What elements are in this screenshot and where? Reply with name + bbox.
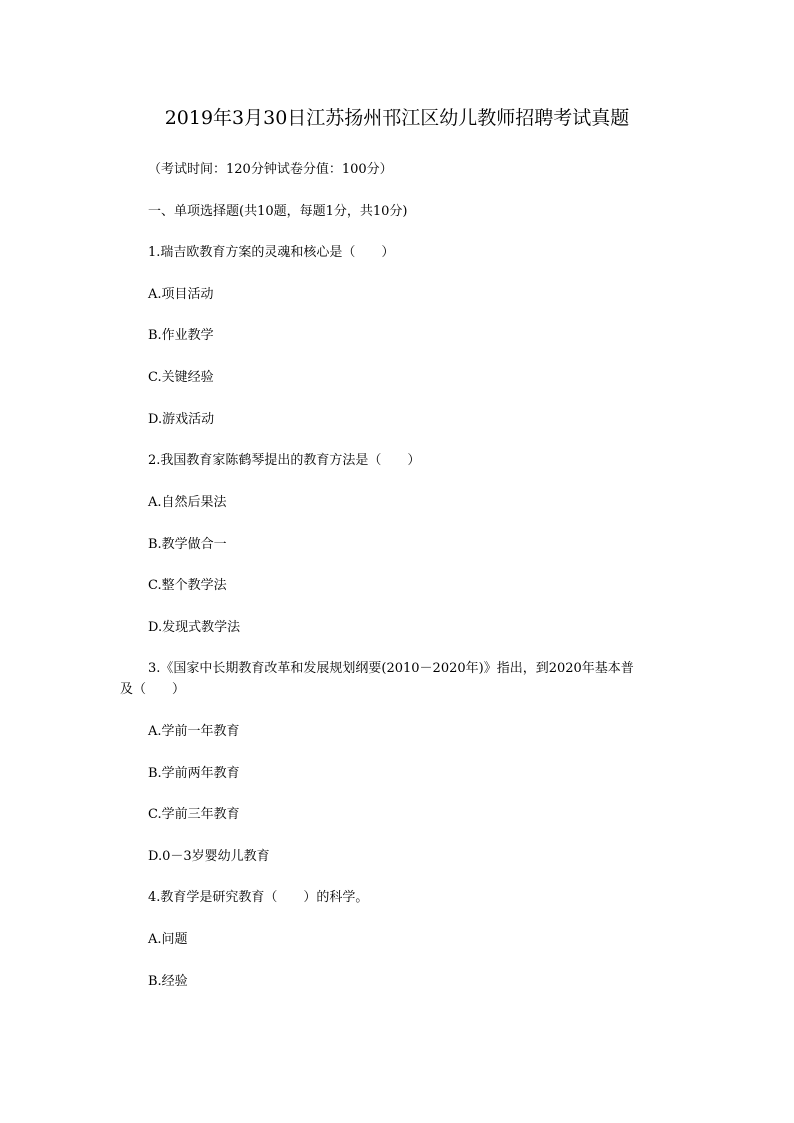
question-2-option-d: D.发现式教学法	[148, 620, 241, 635]
question-1-option-d: D.游戏活动	[148, 412, 215, 427]
question-3-option-b: B.学前两年教育	[148, 766, 240, 781]
question-4-stem: 4.教育学是研究教育（ ）的科学。	[148, 890, 369, 905]
question-3-option-a: A.学前一年教育	[148, 724, 240, 739]
question-2-option-c: C.整个教学法	[148, 578, 227, 593]
question-2-option-a: A.自然后果法	[148, 495, 227, 510]
page-title: 2019年3月30日江苏扬州邗江区幼儿教师招聘考试真题	[164, 107, 630, 129]
section-heading: 一、单项选择题(共10题，每题1分，共10分)	[148, 204, 408, 219]
question-4-option-a: A.问题	[148, 932, 188, 947]
question-2-option-b: B.教学做合一	[148, 537, 227, 552]
question-1-option-a: A.项目活动	[148, 287, 214, 302]
question-2-stem: 2.我国教育家陈鹤琴提出的教育方法是（ ）	[148, 453, 421, 468]
question-3-stem-line-1: 3.《国家中长期教育改革和发展规划纲要(2010－2020年)》指出，到2020年基本普	[148, 661, 634, 676]
question-1-option-b: B.作业教学	[148, 328, 214, 343]
question-4-option-b: B.经验	[148, 974, 188, 989]
question-3-stem-line-2: 及（ ）	[120, 682, 186, 697]
question-3-option-c: C.学前三年教育	[148, 807, 240, 822]
question-1-option-c: C.关键经验	[148, 370, 214, 385]
question-1-stem: 1.瑞吉欧教育方案的灵魂和核心是（ ）	[148, 245, 395, 260]
question-3-option-d: D.0－3岁婴幼儿教育	[148, 849, 270, 864]
exam-info: （考试时间：120分钟试卷分值：100分）	[148, 162, 393, 177]
